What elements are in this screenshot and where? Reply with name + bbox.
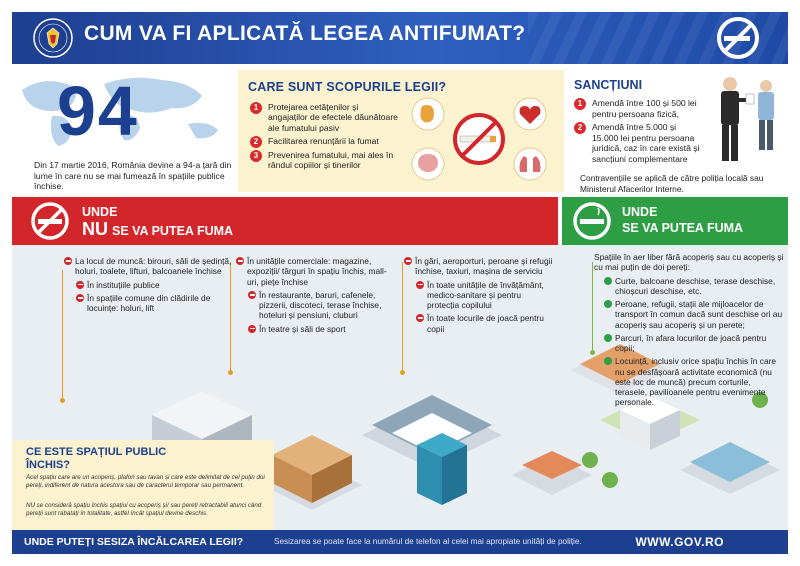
guide-dot xyxy=(228,370,233,375)
no-entry-icon xyxy=(248,325,256,333)
list-item: În teatre și săli de sport xyxy=(248,324,396,334)
guide-line xyxy=(402,262,403,372)
allowed-marker-icon xyxy=(604,300,612,308)
sanctions-title: SANCȚIUNI xyxy=(574,78,643,92)
footer-bar xyxy=(12,530,788,554)
list-item: La locul de muncă: birouri, săli de ședință, holuri, toalete, lifturi, balcoanele închise xyxy=(64,256,234,277)
sanction-text: Amendă între 100 și 500 lei pentru persoana fizică, xyxy=(592,98,697,119)
allowed-marker-icon xyxy=(604,334,612,342)
smoking-allowed-banner xyxy=(562,197,788,245)
no-smoking-banner xyxy=(12,197,558,245)
no-smoking-icon xyxy=(30,201,70,241)
sanction-text: Amendă între 5.000 și 15.000 lei pentru persoana juridică, caz în care există și sancțiuni complementare xyxy=(592,122,700,165)
sanction-item xyxy=(574,122,704,165)
list-item: În instituțiile publice xyxy=(76,280,234,290)
list-item: În restaurante, baruri, cafenele, pizzerii, discoteci, terase închise, hoteluri și pensiuni, cluburi xyxy=(248,290,396,321)
goal-text: Protejarea cetățenilor și angajaților de efectele dăunătoare ale fumatului pasiv xyxy=(268,102,398,133)
no-smoking-list-commercial xyxy=(236,256,396,337)
goal-number-badge: 2 xyxy=(250,136,262,148)
intro-panel xyxy=(12,70,232,190)
footer-question: UNDE PUTEȚI SESIZA ÎNCĂLCAREA LEGII? xyxy=(24,536,244,548)
allowed-marker-icon xyxy=(604,357,612,365)
smoking-allowed-icon xyxy=(572,201,612,241)
closed-space-definition-box xyxy=(12,440,274,530)
list-item: Locuință, inclusiv orice spațiu închis în care nu se desfășoară activitate economică (nu este loc de muncă) precum corturile, terasele, pavilioanele pentru evenimente personale. xyxy=(604,356,784,407)
no-smoking-label-top: UNDE xyxy=(82,205,118,219)
government-crest-icon xyxy=(32,17,74,59)
law-goals-panel xyxy=(238,70,564,192)
no-entry-icon xyxy=(64,257,72,265)
list-item: În spațiile comune din clădirile de locuințe: holuri, lift xyxy=(76,293,234,314)
list-item: În gări, aeroporturi, peroane și refugii închise, taxiuri, mașina de serviciu xyxy=(404,256,554,277)
website-link[interactable]: WWW.GOV.RO xyxy=(635,535,724,549)
no-smoking-icon xyxy=(716,16,760,60)
sanction-number-badge: 2 xyxy=(574,122,586,134)
no-smoking-label xyxy=(82,219,233,240)
goal-text: Facilitarea renunțării la fumat xyxy=(268,136,379,146)
list-item: În unitățile comerciale: magazine, expoziții/ târguri în spațiu închis, mall-uri, piețe închise xyxy=(236,256,396,287)
lungs-icon xyxy=(514,148,546,180)
list-item: În toate unitățile de învățământ, medico-sanitare și pentru protecția copilului xyxy=(416,280,554,311)
guide-dot xyxy=(400,370,405,375)
goal-number-badge: 3 xyxy=(250,150,262,162)
intro-text: Din 17 martie 2016, România devine a 94-a țară din lume în care nu se mai fumează în spațiile publice închise. xyxy=(34,160,232,192)
header-banner xyxy=(12,12,788,64)
allowed-marker-icon xyxy=(604,277,612,285)
list-item: Spațiile în aer liber fără acoperiș sau cu acoperiș și cu mai puțin de doi pereți: xyxy=(594,252,784,273)
list-item: Curte, balcoane deschise, terase deschise, chioșcuri deschise, etc. xyxy=(604,276,784,297)
sanction-item xyxy=(574,98,704,119)
law-goal-item xyxy=(250,136,400,146)
no-smoking-list-work xyxy=(64,256,234,316)
page-title: CUM VA FI APLICATĂ LEGEA ANTIFUMAT? xyxy=(84,22,526,45)
closed-space-title: CE ESTE SPAȚIUL PUBLIC ÎNCHIS? xyxy=(26,446,167,471)
guide-dot xyxy=(60,398,65,403)
police-officer-icon xyxy=(708,74,786,168)
no-entry-icon xyxy=(236,257,244,265)
no-entry-icon xyxy=(416,281,424,289)
country-rank-number: 94 xyxy=(57,72,139,150)
list-item: Parcuri, în afara locurilor de joacă pentru copii; xyxy=(604,333,784,354)
no-entry-icon xyxy=(404,257,412,265)
list-item: Peroane, refugii, stații ale mijloacelor de transport în comun dacă sunt deschise ori au acoperiș sau acoperiș și un perete; xyxy=(604,299,784,330)
goal-text: Prevenirea fumatului, mai ales în rândul copiilor și tinerilor xyxy=(268,150,394,171)
sanctions-note: Contravențiile se aplică de către poliția locală sau Ministerul Afacerilor Interne. xyxy=(580,173,764,194)
smoking-allowed-label-top: UNDE xyxy=(622,205,658,219)
no-smoking-list-transport xyxy=(404,256,554,337)
law-goal-item xyxy=(250,150,400,171)
smoking-allowed-label: SE VA PUTEA FUMA xyxy=(622,221,744,235)
law-goal-item xyxy=(250,102,400,133)
no-smoking-label-nu: NU xyxy=(82,219,108,239)
list-item: În toate locurile de joacă pentru copii xyxy=(416,313,554,334)
no-entry-icon xyxy=(76,281,84,289)
no-smoking-label-rest: SE VA PUTEA FUMA xyxy=(112,224,234,238)
no-entry-icon xyxy=(248,291,256,299)
health-organs-illustration xyxy=(406,92,556,187)
guide-line xyxy=(62,270,63,400)
closed-space-exception: NU se consideră spațiu închis spațiul cu acoperiș și/ sau pereți retractabili atunci când pereții sunt rabatați în totalitate, astfel încât spațiul devine deschis. xyxy=(26,502,262,518)
footer-answer: Sesizarea se poate face la numărul de telefon al celei mai apropiate unități de poliție. xyxy=(274,537,582,546)
smoking-allowed-list xyxy=(594,252,784,411)
sanction-number-badge: 1 xyxy=(574,98,586,110)
guide-line xyxy=(592,262,593,352)
closed-space-definition: Acel spațiu care are un acoperiș, plafon sau tavan și care este delimitat de cel puțin doi pereți, indiferent de natura acestora sau de caracterul temporar sau permanent. xyxy=(26,474,265,490)
no-entry-icon xyxy=(76,294,84,302)
no-entry-icon xyxy=(416,314,424,322)
goal-number-badge: 1 xyxy=(250,102,262,114)
sanctions-panel xyxy=(570,70,788,192)
law-goals-title: CARE SUNT SCOPURILE LEGII? xyxy=(248,80,447,94)
